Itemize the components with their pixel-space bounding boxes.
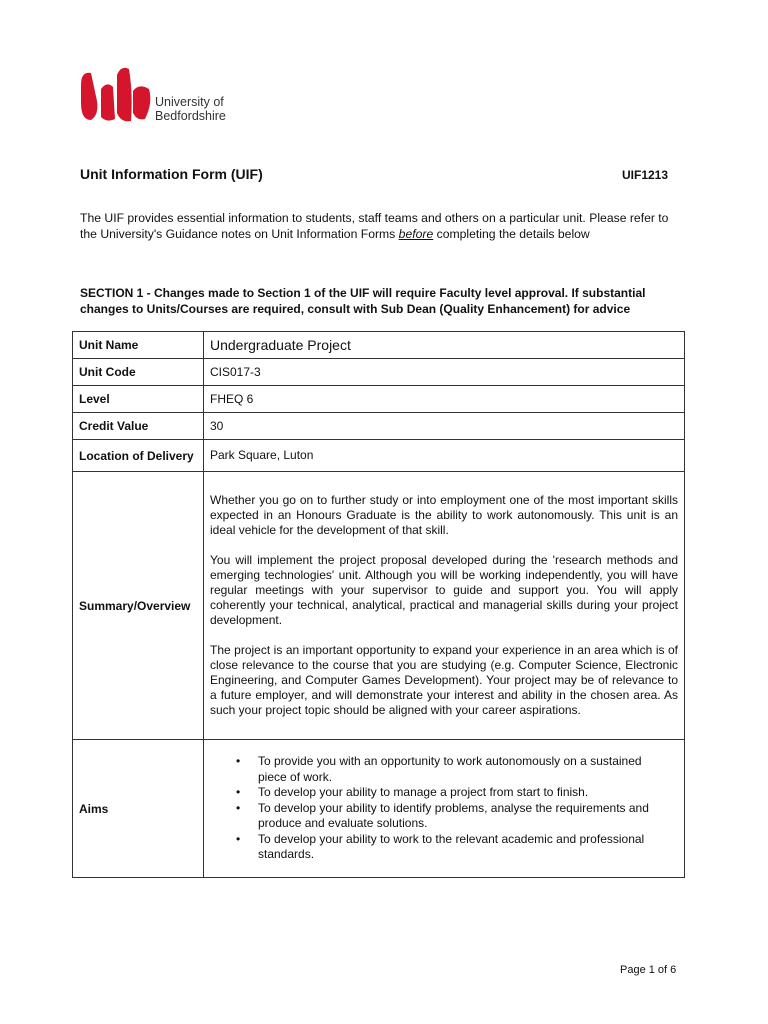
logo-wordmark bbox=[155, 95, 226, 123]
table-row bbox=[73, 386, 685, 413]
intro-text-after: completing the details below bbox=[433, 226, 590, 241]
label-location: Location of Delivery bbox=[73, 440, 204, 472]
value-summary bbox=[204, 472, 685, 740]
list-item: • To develop your ability to manage a project from start to finish. bbox=[258, 785, 668, 801]
summary-paragraph-3: The project is an important opportunity to expand your experience in an area which is of close relevance to the course that you are studying (e.g. Computer Science, Electronic Engineering, and Computer Games Development). Your project may be of relevance to a future employer, and will demonstrate your interest and ability in the chosen area. As such your project topic should be aligned with your career aspirations. bbox=[210, 643, 678, 717]
summary-paragraph-1: Whether you go on to further study or into employment one of the most important skills expected in an Honours Graduate is the ability to work autonomously. This unit is an ideal vehicle for the development of that skill. bbox=[210, 493, 678, 537]
table-row bbox=[73, 359, 685, 386]
intro-emphasis: before bbox=[398, 226, 434, 241]
label-unit-name: Unit Name bbox=[73, 332, 204, 359]
list-item: • To provide you with an opportunity to work autonomously on a sustained piece of work. bbox=[258, 754, 668, 785]
form-code: UIF1213 bbox=[622, 168, 669, 182]
intro-paragraph bbox=[80, 211, 680, 242]
table-row bbox=[73, 440, 685, 472]
aims-list bbox=[210, 754, 668, 863]
value-aims bbox=[204, 740, 685, 878]
section-1-heading: SECTION 1 - Changes made to Section 1 of the UIF will require Faculty level approval. If substantial changes to Units/Courses are required, consult with Sub Dean (Quality Enhancement) for advice bbox=[80, 286, 646, 316]
value-unit-code: CIS017-3 bbox=[204, 359, 685, 386]
list-item: • To develop your ability to work to the relevant academic and professional standards. bbox=[258, 832, 668, 863]
list-item: • To develop your ability to identify problems, analyse the requirements and produce and evaluate solutions. bbox=[258, 801, 668, 832]
intro-text-before: The UIF provides essential information to students, staff teams and others on a particular unit. Please refer to the University's Guidance notes on Unit Information Forms bbox=[80, 211, 669, 241]
value-unit-name: Undergraduate Project bbox=[204, 332, 685, 359]
value-level: FHEQ 6 bbox=[204, 386, 685, 413]
table-row bbox=[73, 740, 685, 878]
label-unit-code: Unit Code bbox=[73, 359, 204, 386]
table-row bbox=[73, 413, 685, 440]
summary-paragraph-2: You will implement the project proposal developed during the 'research methods and emerging technologies' unit. Although you will be working independently, you will have regular meetings with your supervisor to guide and support you. You will apply coherently your technical, analytical, practical and managerial skills during your project development. bbox=[210, 553, 678, 627]
logo-mark-icon bbox=[79, 63, 159, 125]
table-row bbox=[73, 472, 685, 740]
page-number: Page 1 of 6 bbox=[620, 964, 677, 976]
label-credit-value: Credit Value bbox=[73, 413, 204, 440]
value-credit-value: 30 bbox=[204, 413, 685, 440]
form-title: Unit Information Form (UIF) bbox=[80, 166, 263, 182]
label-level: Level bbox=[73, 386, 204, 413]
label-summary: Summary/Overview bbox=[73, 472, 204, 740]
label-aims: Aims bbox=[73, 740, 204, 878]
logo-line-1: University of bbox=[155, 95, 224, 109]
value-location: Park Square, Luton bbox=[204, 440, 685, 472]
unit-info-table bbox=[72, 331, 685, 878]
logo-line-2: Bedfordshire bbox=[155, 109, 226, 123]
table-row bbox=[73, 332, 685, 359]
